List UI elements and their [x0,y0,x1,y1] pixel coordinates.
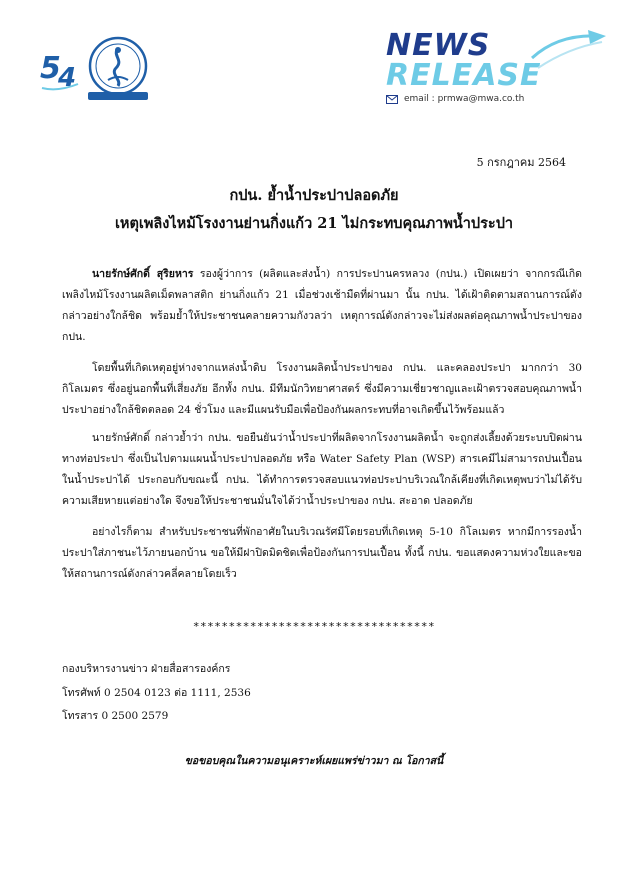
news-word: NEWS [386,28,491,63]
contact-fax: โทรสาร 0 2500 2579 [62,710,169,722]
paragraph-1-text: รองผู้ว่าการ (ผลิตและส่งน้ำ) การประปานครหลวง (กปน.) เปิดเผยว่า จากกรณีเกิดเพลิงไหม้โรงงานผลิตเม็ดพลาสติก ย่านกิ่งแก้ว 21 เมื่อช่วงเช้ามืดที่ผ่านมา นั้น กปน. ได้เฝ้าติดตามสถานการณ์ดังกล่าวอย่างใกล้ชิด พร้อมย้ำให้ประชาชนคลายความกังวลว่า เหตุการณ์ดังกล่าวจะไม่ส่งผลต่อคุณภาพน้ำประปาของ กปน. [62,268,582,343]
spokesperson-name: นายรักษ์ศักดิ์ สุริยหาร [92,268,194,280]
svg-text:4: 4 [58,63,77,93]
paragraph-1 [62,264,582,348]
paper-plane-icon [528,28,608,72]
email-row [386,94,524,104]
paragraph-3: นายรักษ์ศักดิ์ กล่าวย้ำว่า กปน. ขอยืนยันว่าน้ำประปาที่ผลิตจากโรงงานผลิตน้ำ จะถูกส่งเลี้ยงด้วยระบบปิดผ่านทางท่อประปา ซึ่งเป็นไปตามแผนน้ำประปาปลอดภัย หรือ Water Safety Plan (WSP) สารเคมีไม่สามารถปนเปื้อนในน้ำประปาได้ ประกอบกับขณะนี้ กปน. ได้ทำการตรวจสอบแนวท่อประปาบริเวณใกล้เคียงที่เกิดเหตุพบว่าไม่ได้รับความเสียหายแต่อย่างใด จึงขอให้ประชาชนมั่นใจได้ว่าน้ำประปาของ กปน. สะอาด ปลอดภัย [62,432,582,507]
mwa-seal-logo [86,36,150,100]
thanks-note: ขอขอบคุณในความอนุเคราะห์เผยแพร่ข่าวมา ณ โอกาสนี้ [184,755,444,767]
news-release-banner [378,28,608,108]
svg-text:5: 5 [40,51,61,86]
paragraph-2: โดยพื้นที่เกิดเหตุอยู่ห่างจากแหล่งน้ำดิบ โรงงานผลิตน้ำประปาของ กปน. และคลองประปา มากกว่า 30 กิโลเมตร ซึ่งอยู่นอกพื้นที่เสี่ยงภัย อีกทั้ง กปน. มีทีมนักวิทยาศาสตร์ ซึ่งมีความเชี่ยวชาญและเฝ้าตรวจสอบคุณภาพน้ำประปาอย่างใกล้ชิดตลอด 24 ชั่วโมง และมีแผนรับมือเพื่อป้องกันผลกระทบที่อาจเกิดขึ้นไว้พร้อมแล้ว [62,362,582,416]
contact-phone: โทรศัพท์ 0 2504 0123 ต่อ 1111, 2536 [62,687,251,699]
email-text: email : prmwa@mwa.co.th [404,94,525,104]
headline-line-2: เหตุเพลิงไหม้โรงงานย่านกิ่งแก้ว 21 ไม่กระทบคุณภาพน้ำประปา [114,215,514,232]
headline-line-1: กปน. ย้ำน้ำประปาปลอดภัย [229,187,399,204]
anniversary-54-logo [38,44,84,94]
contact-office: กองบริหารงานข่าว ฝ่ายสื่อสารองค์กร [62,663,231,675]
seal-caption-bar [88,92,148,100]
paragraph-4: อย่างไรก็ตาม สำหรับประชาชนที่พักอาศัยในบริเวณรัศมีโดยรอบที่เกิดเหตุ 5-10 กิโลเมตร หากมีการรองน้ำประปาใส่ภาชนะไว้ภายนอกบ้าน ขอให้มีฝาปิดมิดชิดเพื่อป้องกันการปนเปื้อน ทั้งนี้ กปน. ขอแสดงความห่วงใยและขอให้สถานการณ์ดังกล่าวคลี่คลายโดยเร็ว [62,526,582,580]
header [0,0,628,110]
separator: ********************************** [192,620,436,633]
mail-icon [386,95,398,104]
release-word: RELEASE [386,58,542,93]
release-date: 5 กรกฎาคม 2564 [476,156,566,169]
